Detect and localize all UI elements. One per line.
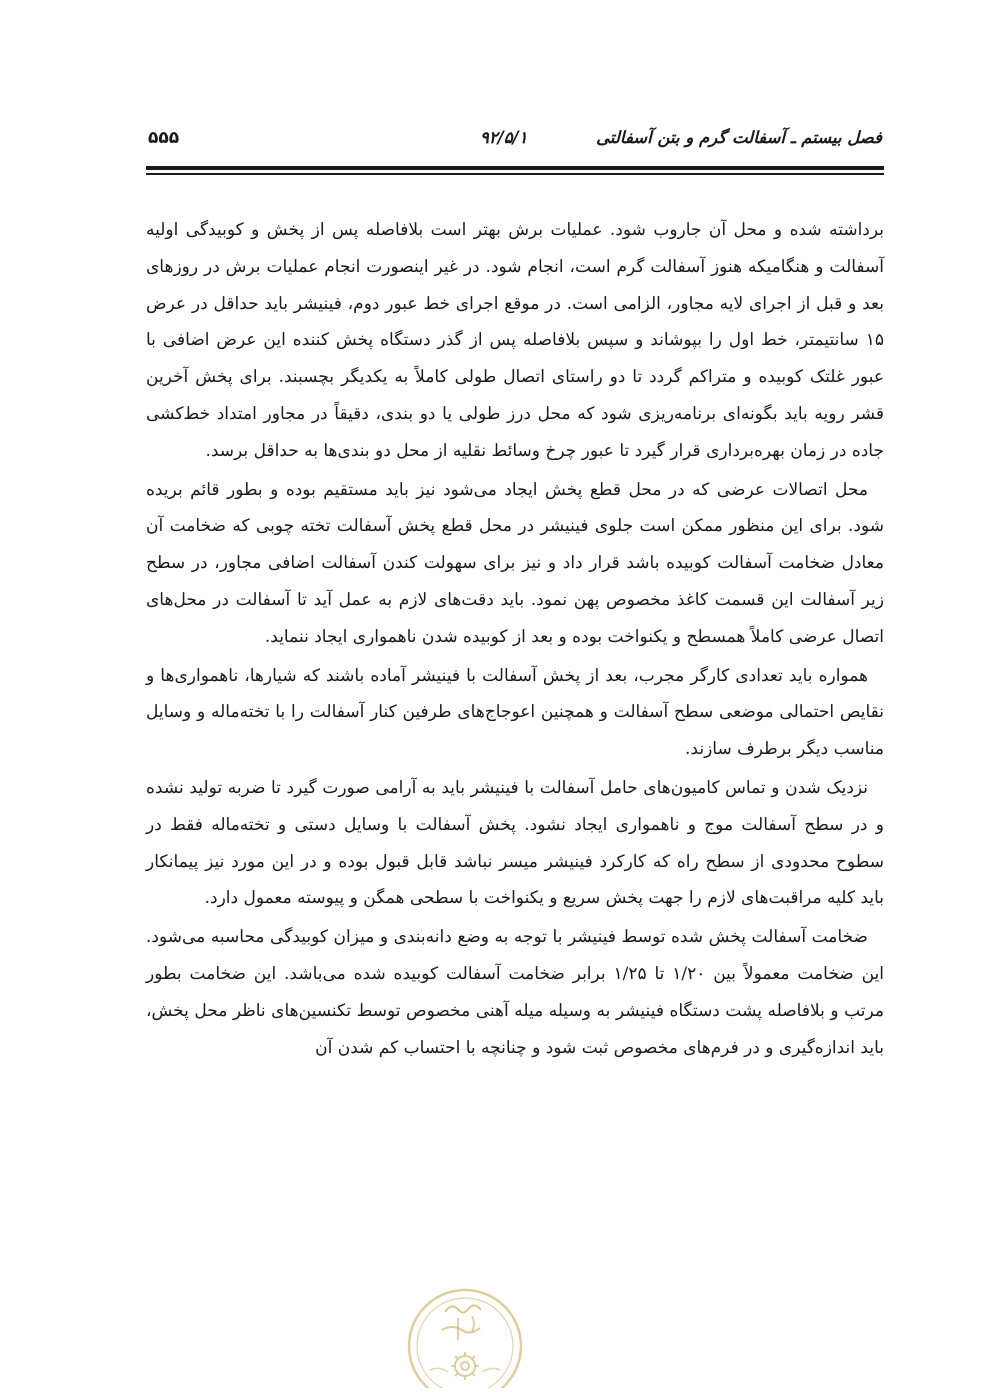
- paragraph: همواره باید تعدادی کارگر مجرب، بعد از پخش آسفالت با فینیشر آماده باشند که شیارها، ناهمواری‌ها و نقایص احتمالی موضعی سطح آسفالت و همچنین اعوجاج‌های طرفین کنار آسفالت را با تخته‌ماله و وسایل مناسب دیگر برطرف سازند.: [146, 665, 884, 760]
- page-header: [148, 128, 882, 158]
- page-number: ۵۵۵: [148, 128, 180, 148]
- paragraph: ضخامت آسفالت پخش شده توسط فینیشر با توجه به وضع دانه‌بندی و میزان کوبیدگی محاسبه می‌شود. این ضخامت معمولاً بین ۱/۲۰ تا ۱/۲۵ برابر ضخامت آسفالت کوبیده شده می‌باشد. این ضخامت بطور مرتب و بلافاصله پشت دستگاه فینیشر به وسیله میله آهنی مخصوص توسط تکنسین‌های ناظر محل پخش، باید اندازه‌گیری و در فرم‌های مخصوص ثبت شود و چنانچه با احتساب کم شدن آن: [146, 927, 884, 1058]
- seal-icon: [400, 1278, 530, 1388]
- paragraph: نزدیک شدن و تماس کامیون‌های حامل آسفالت با فینیشر باید به آرامی صورت گیرد تا ضربه تولید نشده و در سطح آسفالت موج و ناهمواری ایجاد نشود. پخش آسفالت با وسایل دستی و تخته‌ماله فقط در سطوح محدودی از سطح راه که کارکرد فینیشر میسر نباشد قابل قبول بوده و در این مورد نیز پیمانکار باید کلیه مراقبت‌های لازم را جهت پخش سریع و یکنواخت با سطحی همگن و پیوسته معمول دارد.: [146, 777, 884, 909]
- header-rule-thin: [146, 173, 884, 175]
- chapter-title: فصل بیستم ـ آسفالت گرم و بتن آسفالتی: [596, 128, 882, 147]
- paragraph: برداشته شده و محل آن جاروب شود. عملیات برش بهتر است بلافاصله پس از پخش و کوبیدگی اولیه آسفالت و هنگامیکه هنوز آسفالت گرم است، انجام شود. در غیر اینصورت انجام عملیات برش در روزهای بعد و قبل از اجرای لایه مجاور، الزامی است. در موقع اجرای خط عبور دوم، فینیشر باید حداقل در عرض ۱۵ سانتیمتر، خط اول را بپوشاند و سپس بلافاصله پس از گذر دستگاه پخش کننده این عرض اضافی با عبور غلتک کوبیده و متراکم گردد تا دو راستای اتصال طولی کاملاً به یکدیگر بچسبند. برای پخش آخرین قشر رویه باید بگونه‌ای برنامه‌ریزی شود که محل درز طولی یا دو بندی، دقیقاً در مجاور امتداد خط‌کشی جاده در زمان بهره‌برداری قرار گیرد تا عبور چرخ وسائط نقلیه از محل دو بندی‌ها به حداقل برسد.: [146, 220, 884, 461]
- body-text: [146, 212, 884, 1068]
- paragraph: محل اتصالات عرضی که در محل قطع پخش ایجاد می‌شود نیز باید مستقیم بوده و بطور قائم بریده شود. برای این منظور ممکن است جلوی فینیشر در محل قطع پخش آسفالت تخته چوبی که ضخامت آن معادل ضخامت آسفالت کوبیده باشد قرار داد و نیز برای سهولت کندن آسفالت اضافی مجاور، در سطح زیر آسفالت این قسمت کاغذ مخصوص پهن نمود. باید دقت‌های لازم به عمل آید تا آسفالت در محل‌های اتصال عرضی کاملاً همسطح و یکنواخت بوده و بعد از کوبیده شدن ناهمواری ایجاد ننماید.: [146, 479, 884, 647]
- watermark-seal: [400, 1278, 530, 1388]
- header-date: ۹۲/۵/۱: [480, 128, 528, 147]
- header-rule-thick: [146, 166, 884, 170]
